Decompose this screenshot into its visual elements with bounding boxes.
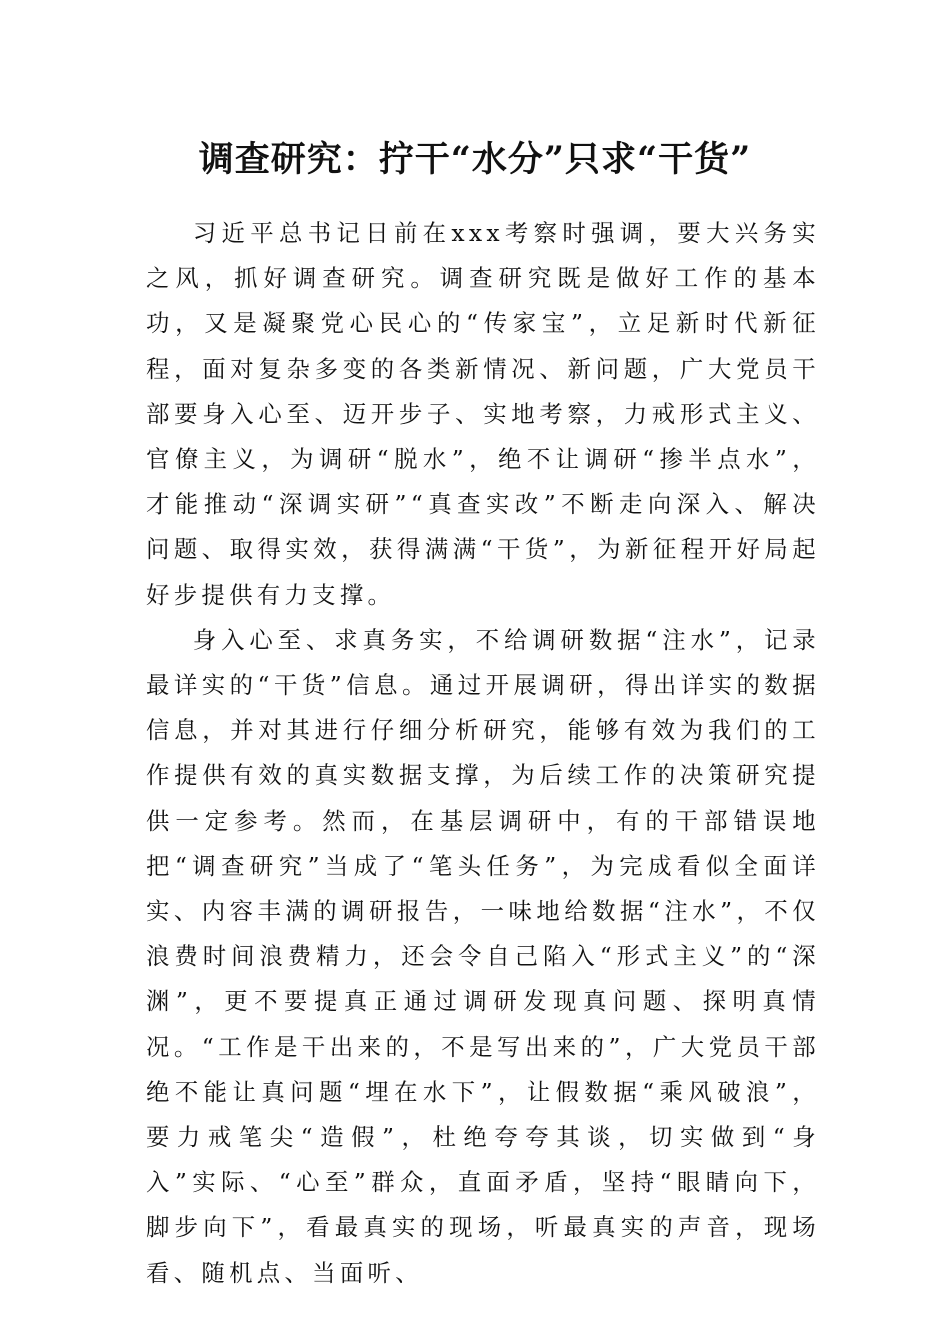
paragraph: 身入心至、求真务实，不给调研数据“注水”，记录最详实的“干货”信息。通过开展调研，得出详实的数据信息，并对其进行仔细分析研究，能够有效为我们的工作提供有效的真实数据支撑，为后续工作的决策研究提供一定参考。然而，在基层调研中，有的干部错误地把“调查研究”当成了“笔头任务”，为完成看似全面详实、内容丰满的调研报告，一味地给数据“注水”，不仅浪费时间浪费精力，还会令自己陷入“形式主义”的“深渊”，更不要提真正通过调研发现真问题、探明真情况。“工作是干出来的，不是写出来的”，广大党员干部绝不能让真问题“埋在水下”，让假数据“乘风破浪”，要力戒笔尖“造假”，杜绝夸夸其谈，切实做到“身入”实际、“心至”群众，直面矛盾，坚持“眼睛向下，脚步向下”，看最真实的现场，听最真实的声音，现场看、随机点、当面听、 xyxy=(146,625,820,1287)
paragraph: 习近平总书记日前在xxx考察时强调，要大兴务实之风，抓好调查研究。调查研究既是做好工作的基本功，又是凝聚党心民心的“传家宝”，立足新时代新征程，面对复杂多变的各类新情况、新问题，广大党员干部要身入心至、迈开步子、实地考察，力戒形式主义、官僚主义，为调研“脱水”，绝不让调研“掺半点水”，才能推动“深调实研”“真查实改”不断走向深入、解决问题、取得实效，获得满满“干货”，为新征程开好局起好步提供有力支撑。 xyxy=(146,219,820,609)
document-title: 调查研究：拧干“水分”只求“干货” xyxy=(198,139,752,180)
document-body xyxy=(146,211,820,1296)
